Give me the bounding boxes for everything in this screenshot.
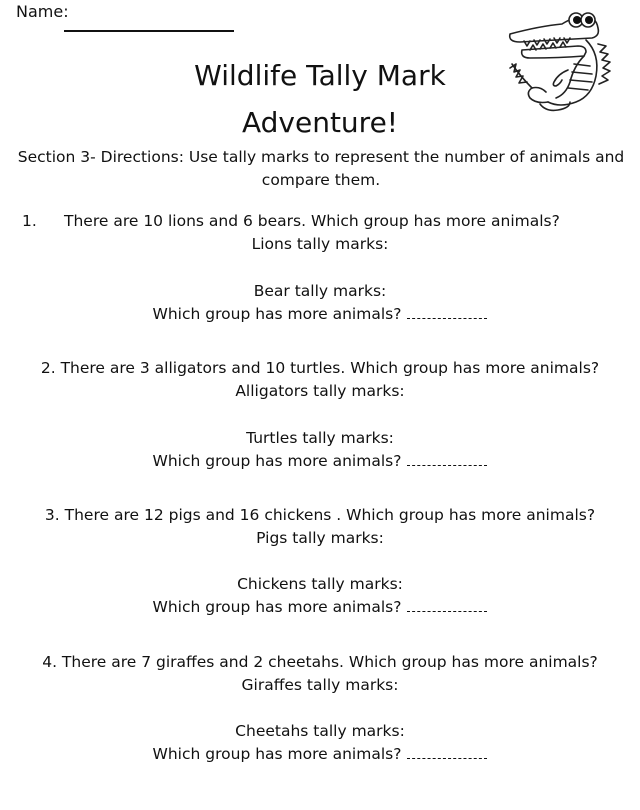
question-1-prompt: Which group has more animals? — [152, 305, 402, 323]
question-1-answer-row — [0, 304, 640, 324]
question-4-answer-blank[interactable] — [407, 744, 487, 759]
question-4-text: 4. There are 7 giraffes and 2 cheetahs. Which group has more animals? — [42, 653, 598, 671]
question-3-prompt: Which group has more animals? — [152, 598, 402, 616]
question-4-answer-row — [0, 744, 640, 764]
worksheet-title-line2: Adventure! — [241, 106, 399, 139]
question-1-tally2-label: Bear tally marks: — [253, 282, 387, 300]
question-1-answer-blank[interactable] — [407, 304, 487, 319]
directions-text: Section 3- Directions: Use tally marks to represent the number of animals and compare them. — [17, 148, 625, 189]
alligator-illustration-icon — [500, 4, 615, 114]
question-2-prompt: Which group has more animals? — [152, 452, 402, 470]
question-4-tally1-label: Giraffes tally marks: — [241, 676, 399, 694]
question-1-text: There are 10 lions and 6 bears. Which group has more animals? — [64, 212, 560, 230]
question-4-prompt: Which group has more animals? — [152, 745, 402, 763]
question-2-answer-blank[interactable] — [407, 451, 487, 466]
question-3-answer-row — [0, 597, 640, 617]
name-row — [16, 2, 69, 21]
worksheet-title-line1: Wildlife Tally Mark — [194, 59, 446, 92]
question-3-tally2-label: Chickens tally marks: — [237, 575, 403, 593]
question-1-tally1-label: Lions tally marks: — [251, 235, 389, 253]
question-2-answer-row — [0, 451, 640, 471]
name-line[interactable] — [64, 4, 234, 32]
question-3-answer-blank[interactable] — [407, 597, 487, 612]
question-2-text: 2. There are 3 alligators and 10 turtles. Which group has more animals? — [40, 359, 600, 377]
name-label: Name: — [16, 2, 69, 21]
question-2-tally1-label: Alligators tally marks: — [235, 382, 405, 400]
question-4-tally2-label: Cheetahs tally marks: — [235, 722, 405, 740]
question-3-text: 3. There are 12 pigs and 16 chickens . Which group has more animals? — [44, 506, 596, 524]
question-3-tally1-label: Pigs tally marks: — [256, 529, 384, 547]
question-1-number: 1. — [22, 212, 37, 230]
question-2-tally2-label: Turtles tally marks: — [246, 429, 394, 447]
